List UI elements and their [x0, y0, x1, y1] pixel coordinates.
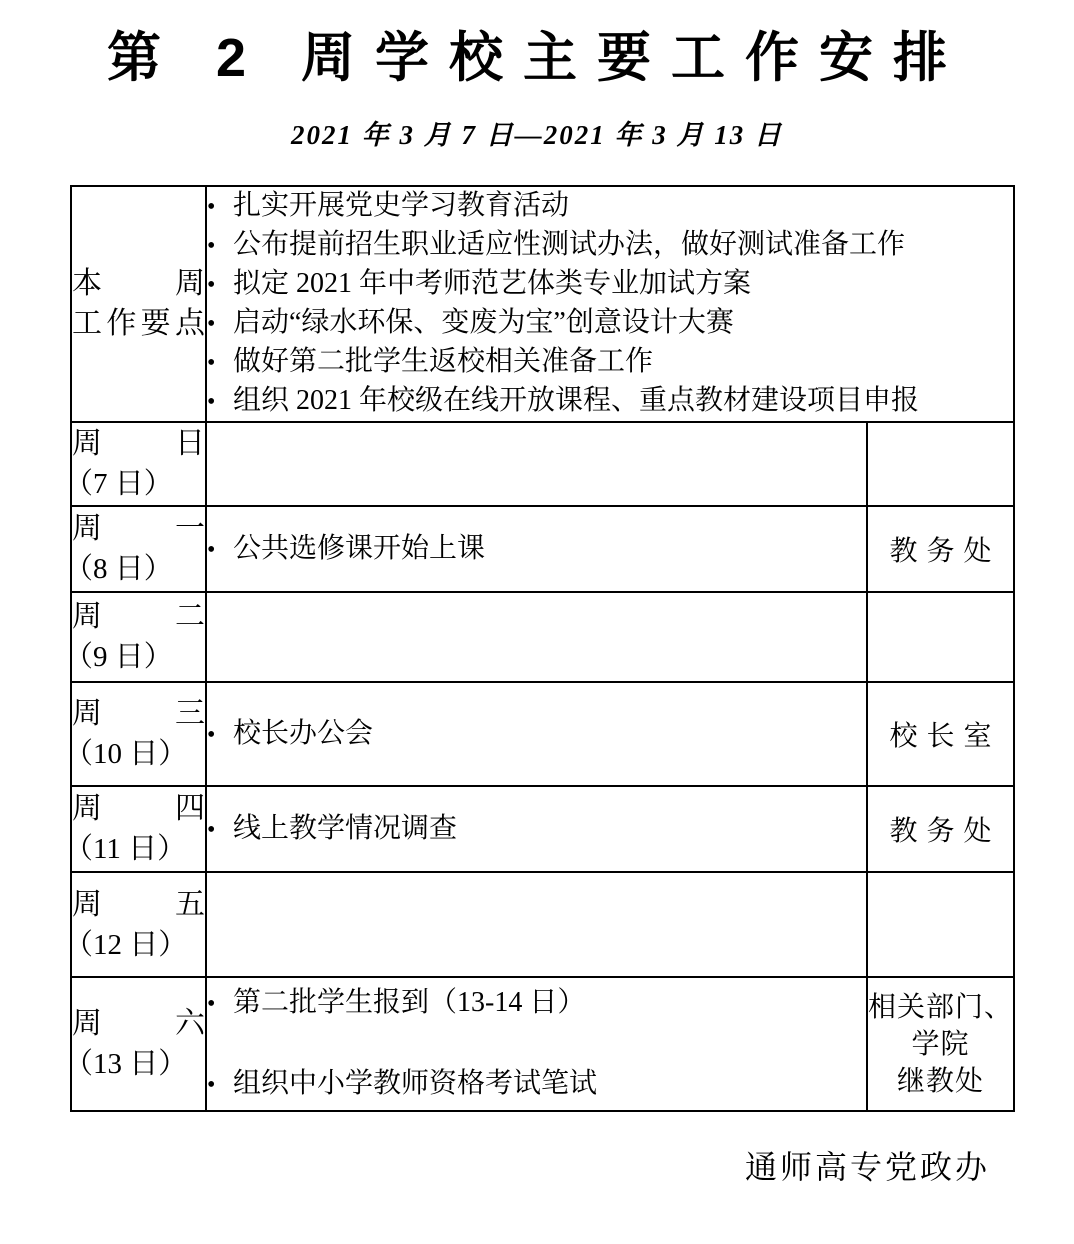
- day-dept-cell: [867, 592, 1014, 682]
- day-label-cell: [64, 872, 206, 977]
- day-dept-cell: [867, 872, 1014, 977]
- day-name: 周五: [72, 887, 205, 921]
- day-date: （7 日）: [64, 468, 173, 500]
- day-content-cell: [206, 506, 867, 592]
- page-title: 第 2 周学校主要工作安排: [106, 28, 968, 88]
- bullet-item: [207, 226, 1013, 265]
- bullet-icon: •: [207, 816, 216, 843]
- schedule-table: [64, 185, 1015, 1112]
- bullet-item: [207, 530, 866, 569]
- summary-item-text: 组织 2021 年校级在线开放课程、重点教材建设项目申报: [233, 385, 920, 416]
- day-dept-cell: [867, 682, 1014, 786]
- day-row-wednesday: [71, 682, 1014, 786]
- day-date: （8 日）: [64, 553, 173, 585]
- day-item-text: 公共选修课开始上课: [233, 532, 486, 564]
- summary-item-text: 扎实开展党史学习教育活动: [233, 190, 570, 221]
- bullet-icon: •: [207, 1072, 216, 1098]
- day-name: 周六: [72, 1007, 205, 1040]
- day-label-cell: [64, 682, 206, 786]
- day-name: 周二: [72, 600, 205, 633]
- dept-name: 校长室: [889, 721, 1001, 752]
- day-name: 周一: [72, 512, 205, 545]
- dept-name: 继教处: [897, 1065, 985, 1097]
- day-item-text: 第二批学生报到（13-14 日）: [233, 987, 586, 1018]
- bullet-icon: •: [207, 389, 216, 415]
- day-content-cell: [206, 872, 867, 977]
- day-name: 周三: [72, 697, 205, 730]
- day-dept-cell: [867, 422, 1014, 506]
- day-content-cell: [206, 422, 867, 506]
- day-name: 周四: [72, 792, 205, 825]
- bullet-item: [207, 382, 1013, 421]
- day-row-monday: [71, 506, 1014, 592]
- day-name: 周日: [72, 427, 205, 460]
- day-content-cell: [206, 977, 867, 1111]
- bullet-item: [207, 304, 1013, 343]
- day-date: （9 日）: [64, 641, 173, 673]
- bullet-icon: •: [207, 272, 216, 298]
- summary-item-text: 拟定 2021 年中考师范艺体类专业加试方案: [233, 268, 752, 299]
- day-row-friday: [71, 872, 1014, 977]
- bullet-item: [207, 715, 866, 754]
- bullet-item: [207, 187, 1013, 226]
- day-label-cell: [64, 592, 206, 682]
- day-label-cell: [64, 422, 206, 506]
- dept-name: 教务处: [889, 536, 1001, 567]
- summary-content-cell: [206, 186, 1014, 422]
- day-content-cell: [206, 786, 867, 872]
- bullet-icon: •: [207, 350, 216, 376]
- bullet-icon: •: [207, 721, 216, 748]
- summary-label-cell: [71, 186, 206, 422]
- dept-name: 学院: [911, 1028, 970, 1060]
- day-date: （10 日）: [64, 738, 188, 770]
- day-content-cell: [206, 682, 867, 786]
- day-row-saturday: [71, 977, 1014, 1111]
- day-dept-cell: [867, 506, 1014, 592]
- summary-label-line2: 工作要点: [72, 307, 205, 340]
- bullet-item: [207, 810, 866, 849]
- summary-item-text: 做好第二批学生返校相关准备工作: [233, 346, 654, 377]
- day-date: （13 日）: [64, 1048, 188, 1080]
- day-row-sunday: [71, 422, 1014, 506]
- day-date: （11 日）: [64, 833, 187, 865]
- day-item-text: 校长办公会: [233, 717, 374, 749]
- summary-item-text: 启动“绿水环保、变废为宝”创意设计大赛: [233, 307, 734, 338]
- summary-row: [71, 186, 1014, 422]
- day-item-text: 线上教学情况调查: [233, 812, 458, 844]
- bullet-item: [207, 343, 1013, 382]
- bullet-icon: •: [207, 311, 216, 337]
- day-dept-cell: [867, 977, 1014, 1111]
- day-label-cell: [64, 977, 206, 1111]
- bullet-icon: •: [207, 233, 216, 259]
- dept-name: 相关部门、: [868, 991, 1014, 1023]
- day-row-tuesday: [71, 592, 1014, 682]
- day-content-cell: [206, 592, 867, 682]
- bullet-icon: •: [207, 194, 216, 220]
- date-range: 2021 年 3 月 7 日—2021 年 3 月 13 日: [291, 119, 783, 150]
- day-label-cell: [64, 506, 206, 592]
- bullet-icon: •: [207, 991, 216, 1017]
- bullet-item: [207, 984, 866, 1023]
- bullet-item: [207, 265, 1013, 304]
- footer-signature: 通师高专党政办: [744, 1149, 990, 1185]
- day-item-text: 组织中小学教师资格考试笔试: [233, 1068, 598, 1099]
- day-date: （12 日）: [64, 928, 188, 961]
- dept-name: 教务处: [889, 816, 1001, 847]
- day-dept-cell: [867, 786, 1014, 872]
- day-label-cell: [64, 786, 206, 872]
- bullet-item: [207, 1065, 866, 1104]
- summary-item-text: 公布提前招生职业适应性测试办法，做好测试准备工作: [233, 229, 906, 260]
- day-row-thursday: [71, 786, 1014, 872]
- bullet-icon: •: [207, 536, 216, 563]
- summary-label-line1: 本周: [72, 267, 205, 300]
